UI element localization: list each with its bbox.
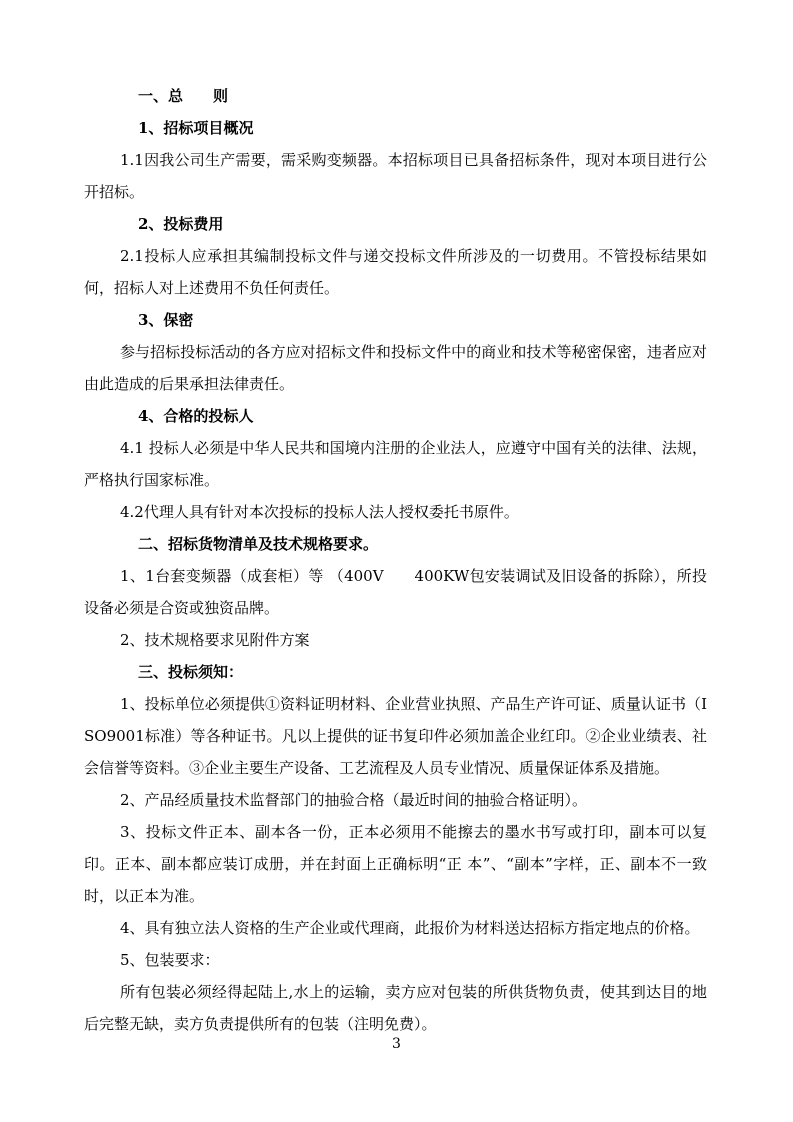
para-agent-authorization: 4.2代理人具有针对本次投标的投标人法人授权委托书原件。 — [120, 503, 519, 521]
heading-bid-instructions: 三、投标须知： — [138, 663, 244, 681]
document-body — [84, 80, 707, 1040]
heading-general-rules: 一、总 则 — [138, 87, 229, 105]
page-number: 3 — [392, 1036, 401, 1052]
heading-bid-costs: 2、投标费用 — [138, 215, 224, 233]
para-packaging-details: 所有包装必须经得起陆上,水上的运输，卖方应对包装的所供货物负责，使其到达目的地后完整无缺，卖方负责提供所有的包装（注明免费）。 — [84, 983, 707, 1033]
heading-confidentiality: 3、保密 — [138, 311, 194, 329]
para-independent-legal-entity: 4、具有独立法人资格的生产企业或代理商，此报价为材料送达招标方指定地点的价格。 — [120, 919, 700, 937]
para-bidder-registration: 4.1 投标人必须是中华人民共和国境内注册的企业法人，应遵守中国有关的法律、法规，严格执行国家标准。 — [84, 439, 707, 489]
para-project-overview: 1.1因我公司生产需要，需采购变频器。本招标项目已具备招标条件，现对本项目进行公开招标。 — [84, 151, 707, 201]
heading-goods-list-and-specs: 二、招标货物清单及技术规格要求。 — [138, 535, 379, 553]
para-confidentiality: 参与招标投标活动的各方应对招标文件和投标文件中的商业和技术等秘密保密，违者应对由此造成的后果承担法律责任。 — [84, 343, 707, 393]
para-tech-specs: 2、技术规格要求见附件方案 — [120, 631, 310, 649]
para-bid-costs: 2.1投标人应承担其编制投标文件与递交投标文件所涉及的一切费用。不管投标结果如何，招标人对上述费用不负任何责任。 — [84, 247, 707, 297]
para-goods-list: 1、1台套变频器（成套柜）等 （400V 400KW包安装调试及旧设备的拆除），所投设备必须是合资或独资品牌。 — [84, 567, 707, 617]
para-required-certificates: 1、投标单位必须提供①资料证明材料、企业营业执照、产品生产许可证、质量认证书（ISO9001标准）等各种证书。凡以上提供的证书复印件必须加盖企业红印。②企业业绩表、社会信誉等资料。③企业主要生产设备、工艺流程及人员专业情况、质量保证体系及措施。 — [84, 695, 707, 777]
heading-tender-project-overview: 1、招标项目概况 — [138, 119, 254, 137]
para-quality-inspection: 2、产品经质量技术监督部门的抽验合格（最近时间的抽验合格证明）。 — [120, 791, 588, 809]
para-bid-document-copies: 3、投标文件正本、副本各一份，正本必须用不能擦去的墨水书写或打印，副本可以复印。正本、副本都应装订成册，并在封面上正确标明“正 本”、“副本”字样，正、副本不一致时，以正本为准。 — [84, 823, 707, 905]
heading-qualified-bidders: 4、合格的投标人 — [138, 407, 254, 425]
para-packaging-requirements: 5、包装要求： — [120, 951, 220, 969]
